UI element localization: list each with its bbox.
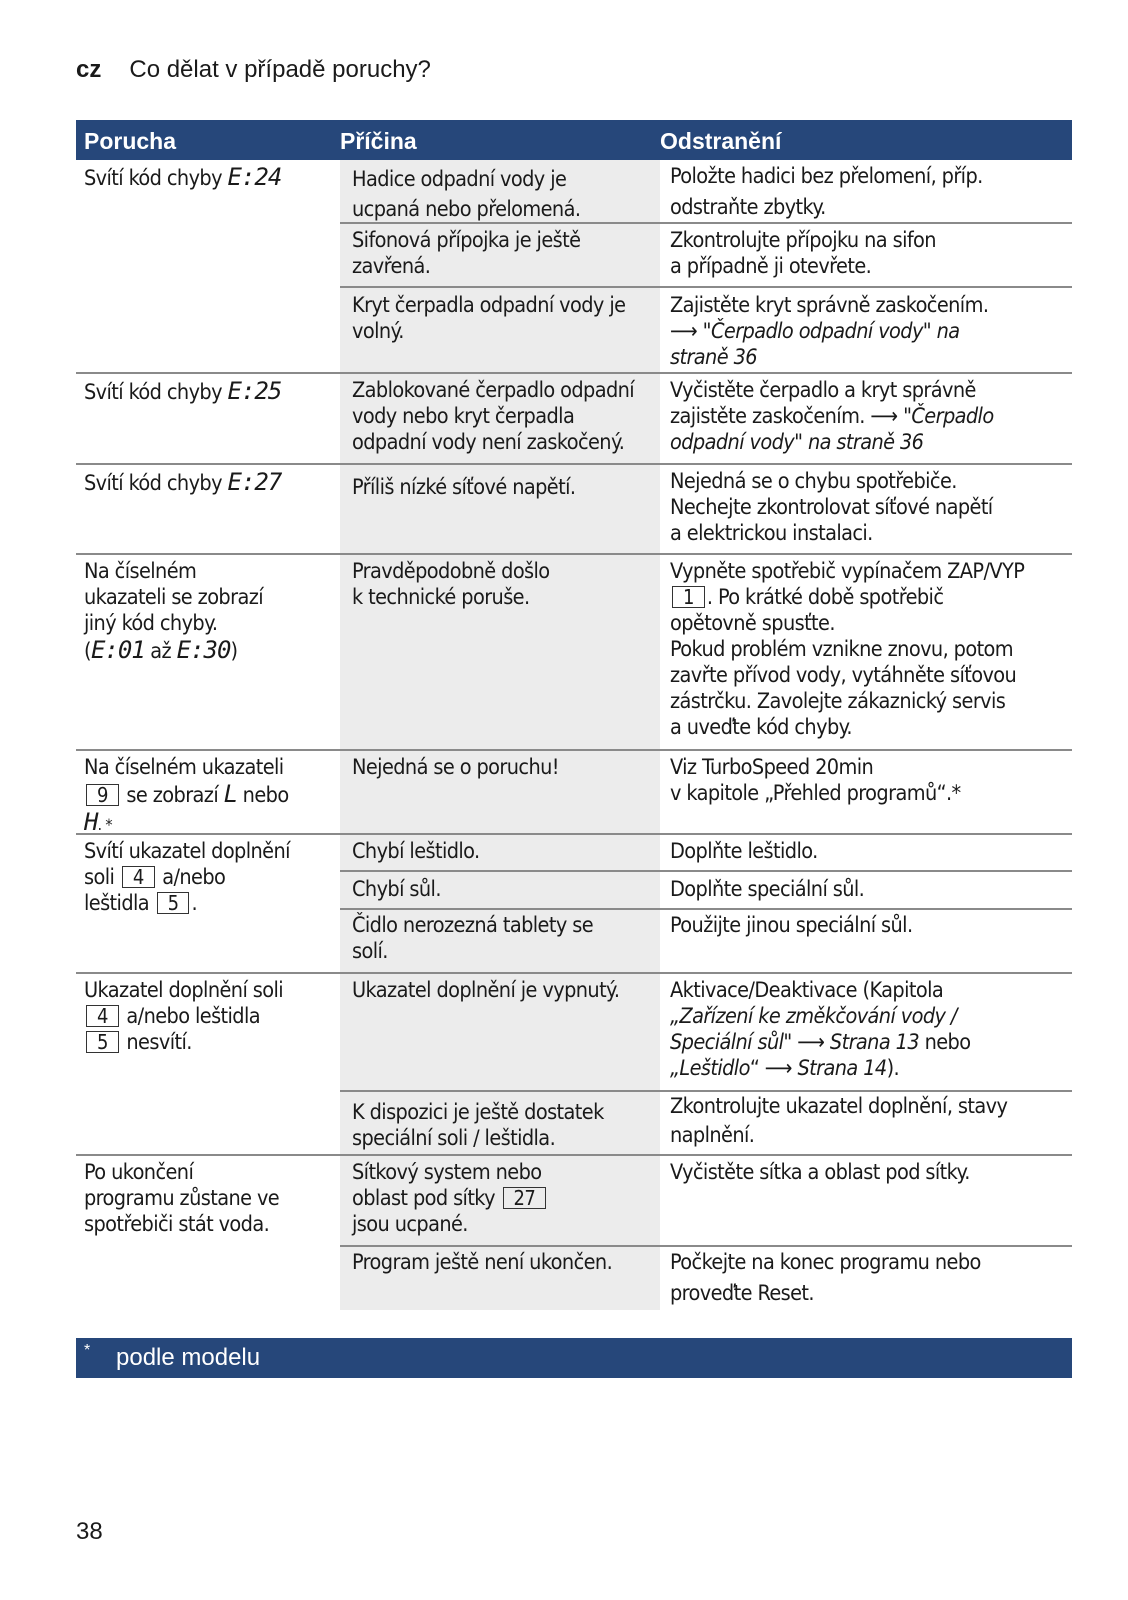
arrow-right-icon: ⟶: [670, 319, 698, 344]
fault-cell: [76, 1156, 340, 1310]
fault-text: ukazateli se zobrazí: [84, 585, 264, 610]
remedy-text: nebo: [919, 1030, 971, 1055]
remedy-text: a elektrickou instalaci.: [670, 521, 873, 546]
row-divider: [660, 870, 1072, 872]
fault-cell: [76, 160, 340, 372]
error-code: E:27: [227, 468, 282, 496]
remedy-cell: [660, 751, 1072, 833]
cause-cell: [340, 974, 660, 1154]
remedy-cell: [660, 555, 1072, 749]
remedy-text: odstraňte zbytky.: [670, 195, 826, 220]
footnote-bar: [76, 1338, 1072, 1378]
cause-text: Nejedná se o poruchu!: [352, 755, 559, 780]
cause-text: solí.: [352, 939, 388, 964]
cause-cell: [340, 1156, 660, 1310]
table-row: [76, 553, 1072, 749]
remedy-text: opětovně spusťte.: [670, 611, 835, 636]
cause-cell: [340, 374, 660, 463]
fault-text: Svítí kód chyby: [84, 166, 228, 191]
remedy-text: zajistěte zaskočením.: [670, 404, 871, 429]
fault-text: soli: [84, 865, 120, 890]
part-reference-box: 27: [503, 1187, 547, 1209]
indicator-reference-box: 4: [86, 1005, 119, 1027]
fault-text: Ukazatel doplnění soli: [84, 978, 284, 1003]
fault-text: Po ukončení: [84, 1160, 194, 1185]
remedy-text: Nejedná se o chybu spotřebiče.: [670, 469, 957, 494]
language-code: cz: [76, 56, 102, 83]
fault-cell: [76, 374, 340, 463]
cause-text: Čidlo nerozezná tablety se: [352, 913, 593, 938]
cross-reference-link[interactable]: "Čerpadlo: [897, 404, 994, 429]
cause-cell: [340, 751, 660, 833]
fault-text: a/nebo leštidla: [120, 1004, 261, 1029]
remedy-text: Nechejte zkontrolovat síťové napětí: [670, 495, 993, 520]
row-divider: [340, 908, 660, 910]
cause-cell: [340, 160, 660, 372]
fault-cell: [76, 835, 340, 972]
fault-text: ): [230, 639, 238, 664]
remedy-text: ).: [886, 1056, 900, 1081]
cause-cell: [340, 465, 660, 553]
display-symbol: H: [84, 808, 98, 836]
fault-text: a/nebo: [156, 865, 226, 890]
fault-text: .: [191, 891, 197, 916]
remedy-cell: [660, 974, 1072, 1154]
row-divider: [340, 1090, 660, 1092]
column-header-remedy: Odstranění: [660, 128, 782, 154]
remedy-text: naplnění.: [670, 1123, 755, 1148]
remedy-text: . Po krátké době spotřebič: [706, 585, 944, 610]
table-row: [76, 160, 1072, 372]
fault-text: nesvítí.: [120, 1030, 192, 1055]
row-divider: [340, 870, 660, 872]
remedy-cell: [660, 465, 1072, 553]
cause-cell: [340, 555, 660, 749]
remedy-text: Položte hadici bez přelomení, příp.: [670, 164, 983, 189]
error-code: E:24: [227, 163, 282, 191]
fault-text: (: [84, 639, 91, 664]
display-symbol: L: [223, 780, 238, 808]
fault-cell: [76, 751, 340, 836]
remedy-text: Viz TurboSpeed 20min: [670, 755, 874, 780]
cause-text: Hadice odpadní vody je: [352, 167, 567, 192]
cause-text: Pravděpodobně došlo: [352, 559, 550, 584]
fault-cell: [76, 555, 340, 749]
cause-text: Kryt čerpadla odpadní vody je: [352, 293, 626, 318]
error-code: E:25: [227, 377, 282, 405]
row-divider: [340, 1245, 660, 1247]
remedy-text: zavřte přívod vody, vytáhněte síťovou: [670, 663, 1017, 688]
remedy-text: Pokud problém vznikne znovu, potom: [670, 637, 1014, 662]
cause-text: vody nebo kryt čerpadla: [352, 404, 575, 429]
fault-text: Na číselném: [84, 559, 197, 584]
row-divider: [660, 222, 1072, 224]
error-code: E:30: [176, 636, 231, 664]
error-code: E:01: [90, 636, 145, 664]
row-divider: [340, 286, 660, 288]
row-divider: [660, 1090, 1072, 1092]
footnote-text: podle modelu: [116, 1344, 261, 1371]
row-divider: [660, 1245, 1072, 1247]
remedy-text: Doplňte leštidlo.: [670, 839, 818, 864]
fault-text: Svítí ukazatel doplnění: [84, 839, 290, 864]
table-row: [76, 1154, 1072, 1310]
cause-text: Zablokované čerpadlo odpadní: [352, 378, 635, 403]
page-title: Co dělat v případě poruchy?: [129, 56, 431, 83]
remedy-text: v kapitole „Přehled programů“.*: [670, 781, 961, 806]
remedy-text: Počkejte na konec programu nebo: [670, 1250, 981, 1275]
cause-text: zavřená.: [352, 254, 431, 279]
cause-text: jsou ucpané.: [352, 1212, 468, 1237]
cause-text: K dispozici je ještě dostatek: [352, 1100, 604, 1125]
fault-text: Svítí kód chyby: [84, 380, 228, 405]
remedy-text: zástrčku. Zavolejte zákaznický servis: [670, 689, 1006, 714]
arrow-right-icon: ⟶: [764, 1056, 792, 1081]
cause-text: ucpaná nebo přelomená.: [352, 197, 581, 222]
row-divider: [340, 222, 660, 224]
cause-text: volný.: [352, 319, 404, 344]
button-reference-box: 1: [672, 586, 705, 608]
cause-text: odpadní vody není zaskočený.: [352, 430, 625, 455]
remedy-text: Doplňte speciální sůl.: [670, 877, 865, 902]
cause-text: Chybí sůl.: [352, 877, 441, 902]
indicator-reference-box: 4: [122, 866, 155, 888]
page-link[interactable]: Strana 14: [791, 1056, 887, 1081]
table-row: [76, 463, 1072, 553]
remedy-text: proveďte Reset.: [670, 1281, 814, 1306]
fault-text: leštidla: [84, 891, 155, 916]
display-reference-box: 9: [86, 784, 119, 806]
table-row: [76, 972, 1072, 1154]
cause-text: speciální soli / leštidla.: [352, 1126, 556, 1151]
row-divider: [660, 286, 1072, 288]
fault-text: jiný kód chyby.: [84, 611, 218, 636]
cause-text: k technické poruše.: [352, 585, 530, 610]
fault-text: spotřebiči stát voda.: [84, 1212, 270, 1237]
column-header-fault: Porucha: [84, 128, 177, 154]
cause-text: Ukazatel doplnění je vypnutý.: [352, 978, 620, 1003]
cross-reference-link[interactable]: „Zařízení ke změkčování vody /: [670, 1004, 957, 1029]
remedy-text: Použijte jinou speciální sůl.: [670, 913, 913, 938]
table-row: [76, 749, 1072, 836]
fault-text: . *: [97, 815, 112, 834]
fault-cell: [76, 465, 340, 553]
cause-text: Sifonová přípojka je ještě: [352, 228, 581, 253]
remedy-text: Zkontrolujte ukazatel doplnění, stavy: [670, 1094, 1008, 1119]
fault-text: se zobrazí: [120, 783, 224, 808]
remedy-text: Zajistěte kryt správně zaskočením.: [670, 293, 989, 318]
indicator-reference-box: 5: [86, 1031, 119, 1053]
cause-text: Příliš nízké síťové napětí.: [352, 475, 576, 500]
remedy-cell: [660, 160, 1072, 372]
fault-text: Na číselném ukazateli: [84, 755, 284, 780]
page-header: [76, 56, 431, 84]
table-row: [76, 833, 1072, 972]
remedy-text: Vyčistěte sítka a oblast pod sítky.: [670, 1160, 970, 1185]
troubleshooting-table: [76, 120, 1072, 1310]
remedy-text: Vypněte spotřebič vypínačem ZAP/VYP: [670, 559, 1025, 584]
cross-reference-link[interactable]: Speciální sůl": [670, 1030, 798, 1055]
cause-text: oblast pod sítky: [352, 1186, 501, 1211]
arrow-right-icon: ⟶: [870, 404, 898, 429]
cause-text: Chybí leštidlo.: [352, 839, 480, 864]
remedy-text: a případně ji otevřete.: [670, 254, 872, 279]
fault-text: nebo: [237, 783, 289, 808]
fault-cell: [76, 974, 340, 1154]
remedy-text: Aktivace/Deaktivace (Kapitola: [670, 978, 944, 1003]
column-header-cause: Příčina: [340, 128, 417, 154]
cross-reference-link[interactable]: odpadní vody" na straně 36: [670, 430, 924, 455]
cause-text: Sítkový system nebo: [352, 1160, 542, 1185]
remedy-text: a uveďte kód chyby.: [670, 715, 852, 740]
fault-text: programu zůstane ve: [84, 1186, 280, 1211]
fault-text: až: [144, 639, 177, 664]
footnote-marker: *: [84, 1342, 91, 1359]
page-number: 38: [76, 1518, 103, 1545]
cross-reference-link[interactable]: „Leštidlo: [670, 1056, 750, 1081]
table-header: [76, 120, 1072, 160]
remedy-text: Vyčistěte čerpadlo a kryt správně: [670, 378, 976, 403]
fault-text: Svítí kód chyby: [84, 471, 228, 496]
cross-reference-link[interactable]: straně 36: [670, 345, 757, 370]
arrow-right-icon: ⟶: [797, 1030, 825, 1055]
indicator-reference-box: 5: [157, 892, 190, 914]
remedy-cell: [660, 374, 1072, 463]
cross-reference-link[interactable]: "Čerpadlo odpadní vody" na: [697, 319, 960, 344]
remedy-cell: [660, 1156, 1072, 1310]
table-row: [76, 372, 1072, 463]
row-divider: [660, 908, 1072, 910]
page-link[interactable]: Strana 13: [824, 1030, 920, 1055]
remedy-text: Zkontrolujte přípojku na sifon: [670, 228, 936, 253]
remedy-text: “: [749, 1056, 765, 1081]
cause-text: Program ještě není ukončen.: [352, 1250, 613, 1275]
cause-cell: [340, 835, 660, 972]
remedy-cell: [660, 835, 1072, 972]
